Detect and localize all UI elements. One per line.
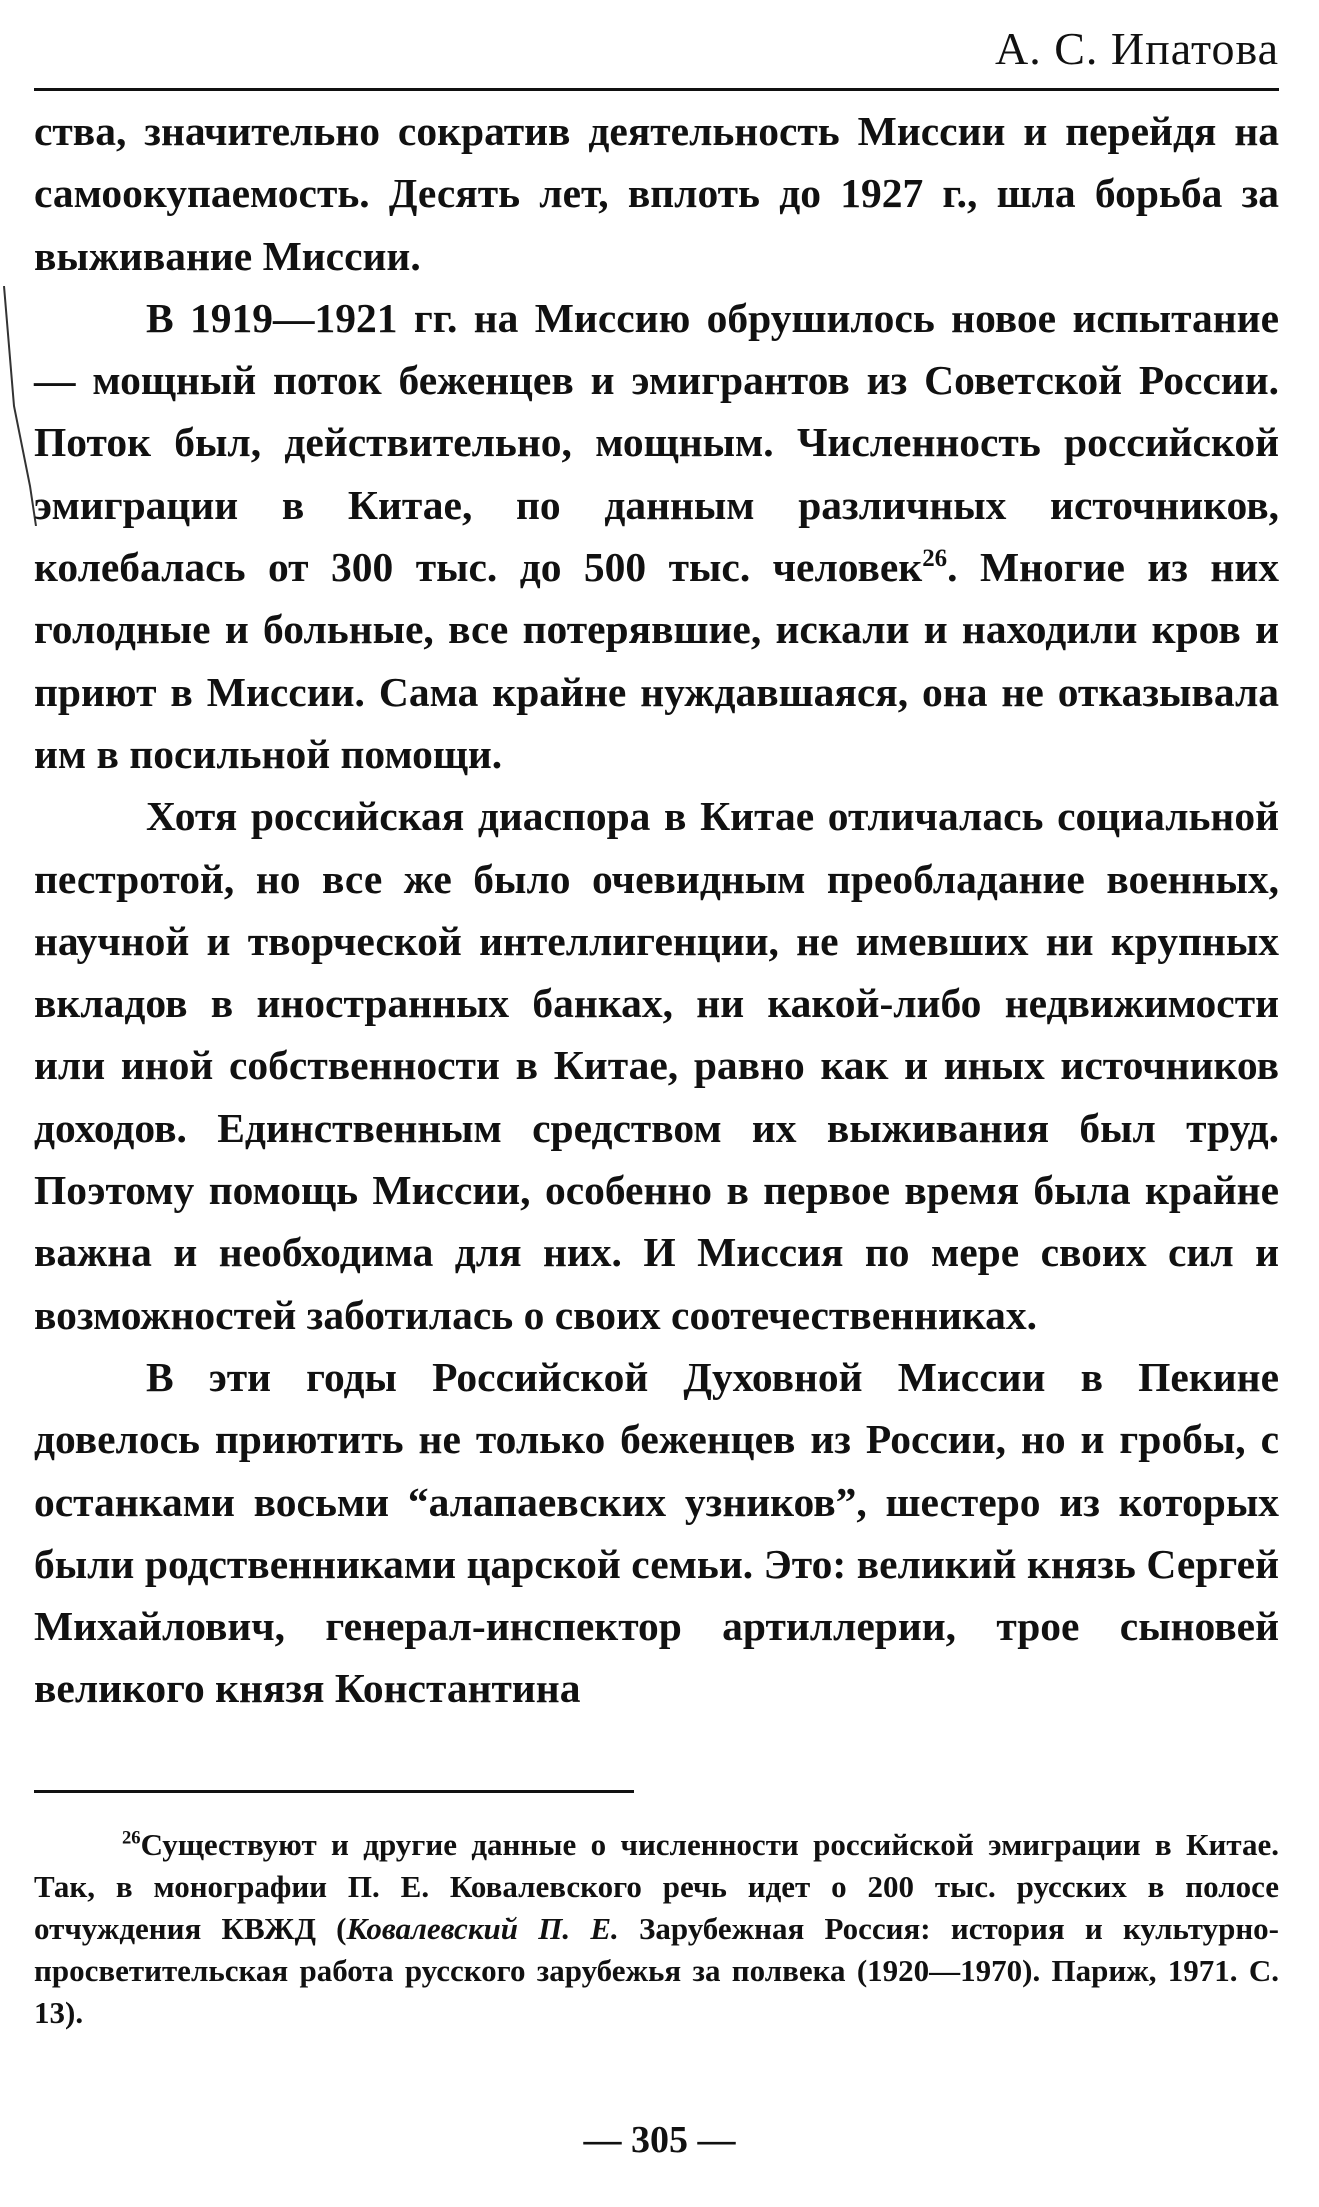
page-number: — 305 — — [583, 2119, 736, 2161]
footnote-text: Зарубежная Россия: история и культурно-просветительская работа русского зарубежья за полвека (1920—1970). Париж, 1971. С. 13). — [34, 1911, 1280, 2030]
paragraph-1 — [34, 100, 1279, 287]
footnote-26 — [34, 1824, 1279, 2034]
paragraph-2 — [34, 287, 1279, 785]
paragraph-3 — [34, 785, 1279, 1346]
paragraph-text: В 1919—1921 гг. на Миссию обрушилось новое испытание — мощный поток беженцев и эмигрантов из Советской России. Поток был, действительно, мощным. Численность российской эмиграции в Китае, по данным различных источников, колебалась от 300 тыс. до 500 тыс. человек — [34, 294, 1279, 591]
header-rule — [34, 88, 1279, 91]
footnote-reference[interactable]: 26 — [922, 545, 948, 573]
paragraph-text: . Многие из них голодные и больные, все потерявшие, искали и находили кров и приют в Миссии. Сама крайне нуждавшаяся, она не отказывала им в посильной помощи. — [34, 544, 1280, 777]
paragraph-text: ства, значительно сократив деятельность Миссии и перейдя на самоокупаемость. Десять лет, вплоть до 1927 г., шла борьба за выживание Миссии. — [34, 108, 1279, 279]
footnote-text: Существуют и другие данные о численности российской эмиграции в Китае. Так, в монографии П. Е. Ковалевского речь идет о 200 тыс. русских в полосе отчуждения КВЖД ( — [34, 1827, 1279, 1946]
paragraph-4 — [34, 1346, 1279, 1720]
footnote-rule — [34, 1790, 634, 1793]
footnote — [34, 1824, 1279, 2034]
footnote-marker: 26 — [122, 1827, 141, 1849]
running-head: А. С. Ипатова — [995, 23, 1279, 74]
paragraph-text: Хотя российская диаспора в Китае отличалась социальной пестротой, но все же было очевидным преобладание военных, научной и творческой интеллигенции, не имевших ни крупных вкладов в иностранных банках, ни какой-либо недвижимости или иной собственности в Китае, равно как и иных источников доходов. Единственным средством их выживания был труд. Поэтому помощь Миссии, особенно в первое время была крайне важна и необходима для них. И Миссия по мере своих сил и возможностей заботилась о своих соотечественниках. — [34, 793, 1279, 1338]
paragraph-text: В эти годы Российской Духовной Миссии в Пекине довелось приютить не только беженцев из России, но и гробы, с останками восьми “алапаевских узников”, шестеро из которых были родственниками царской семьи. Это: великий князь Сергей Михайлович, генерал-инспектор артиллерии, трое сыновей великого князя Константина — [34, 1353, 1279, 1712]
main-text — [34, 100, 1279, 1720]
footnote-author: Ковалевский П. Е. — [346, 1911, 619, 1946]
